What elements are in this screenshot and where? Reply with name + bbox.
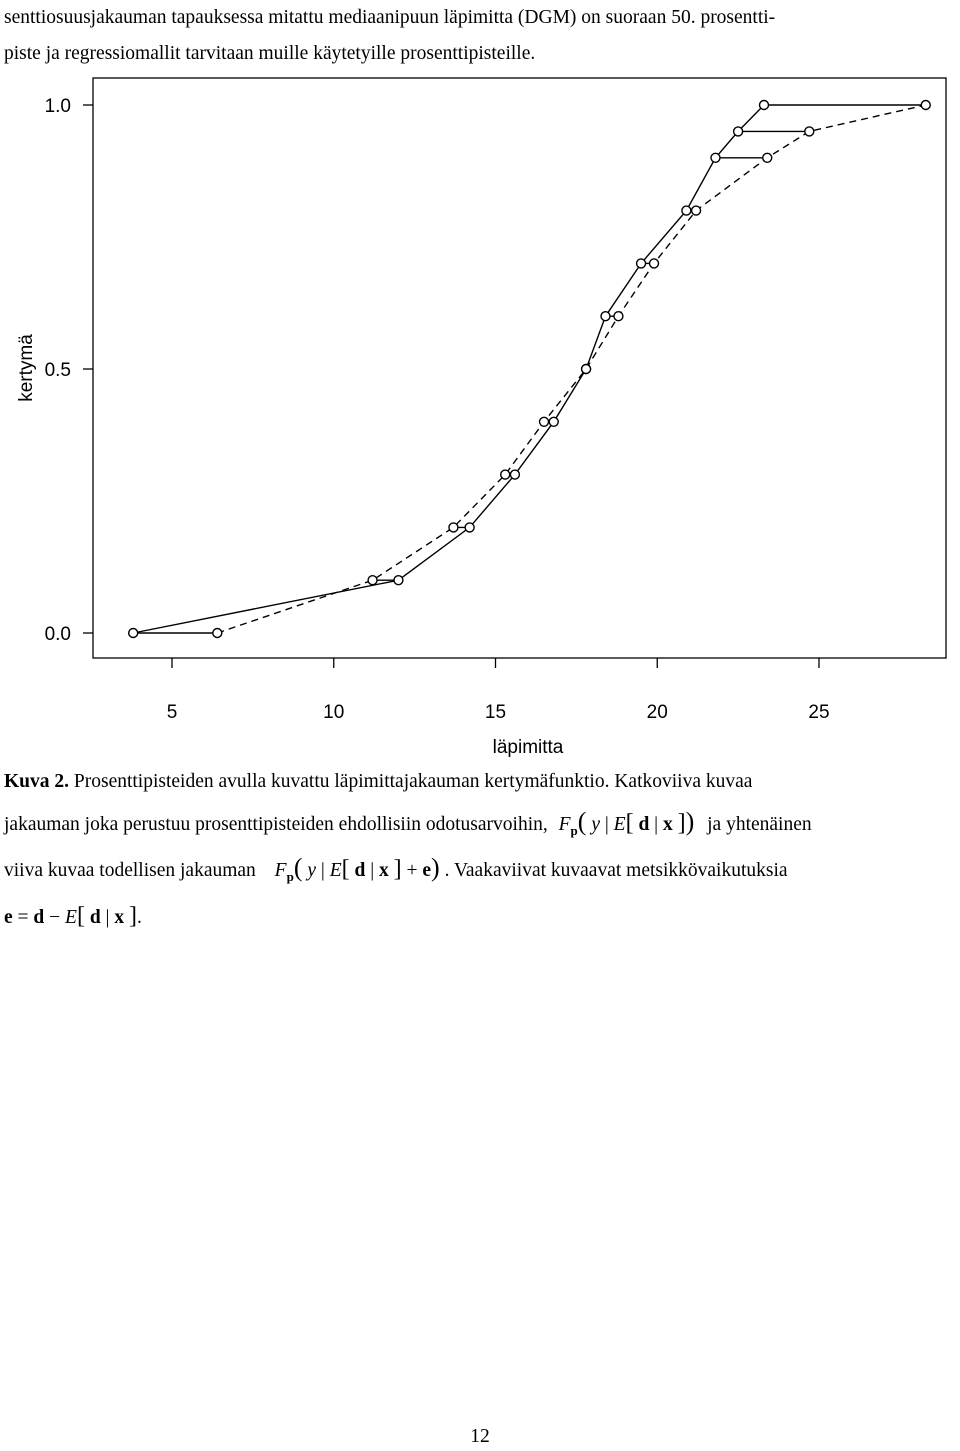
solid-series-point <box>549 417 558 426</box>
dashed-series-point <box>540 417 549 426</box>
cumulative-distribution-figure <box>0 70 960 760</box>
dashed-series-point <box>650 259 659 268</box>
dashed-series-point <box>582 365 591 374</box>
dashed-series-point <box>921 101 930 110</box>
solid-series-point <box>510 470 519 479</box>
formula-stand-effect: e = d − E[ d | x ]. <box>4 903 142 929</box>
solid-series-point <box>734 127 743 136</box>
dashed-series-point <box>449 523 458 532</box>
dashed-series-point <box>213 629 222 638</box>
dashed-series-point <box>805 127 814 136</box>
x-tick-label: 10 <box>323 702 345 723</box>
horizontal-segments <box>133 105 926 633</box>
solid-series-point <box>760 101 769 110</box>
data-points <box>129 101 931 638</box>
dashed-series-point <box>614 312 623 321</box>
caption-text-3b: . Vaakaviivat kuvaavat metsikkövaikutuksia <box>444 860 788 881</box>
x-tick-label: 5 <box>166 702 178 723</box>
solid-series-point <box>394 576 403 585</box>
page-number: 12 <box>470 1426 490 1447</box>
x-tick-label: 15 <box>484 702 507 723</box>
caption-line-4 <box>4 896 142 938</box>
y-tick-label: 0.0 <box>44 624 71 645</box>
caption-text-2b: ja yhtenäinen <box>707 814 812 835</box>
caption-text-2a: jakauman joka perustuu prosenttipisteiden ehdollisiin odotusarvoihin, <box>4 814 548 835</box>
caption-line-3 <box>4 848 788 897</box>
solid-series-point <box>129 629 138 638</box>
solid-series-point <box>465 523 474 532</box>
solid-series-point <box>711 153 720 162</box>
solid-series-point <box>601 312 610 321</box>
dashed-series-point <box>501 470 510 479</box>
dashed-series-point <box>368 576 377 585</box>
plot-frame <box>93 78 946 658</box>
intro-line-1: senttiosuusjakauman tapauksessa mitattu mediaanipuun läpimitta (DGM) on suoraan 50. prosentti- <box>4 7 776 28</box>
caption-label: Kuva 2. <box>4 771 70 792</box>
x-tick-label: 20 <box>646 702 668 723</box>
solid-series-point <box>682 206 691 215</box>
y-tick-label: 1.0 <box>44 96 71 117</box>
dashed-series-point <box>763 153 772 162</box>
caption-text-1: Prosenttipisteiden avulla kuvattu läpimittajakauman kertymäfunktio. Katkoviiva kuvaa <box>73 771 753 792</box>
dashed-series-point <box>692 206 701 215</box>
caption-line-1 <box>4 762 752 802</box>
intro-line-2: piste ja regressiomallit tarvitaan muille käytetyille prosenttipisteille. <box>4 43 536 64</box>
y-axis <box>45 96 93 645</box>
y-axis-label: kertymä <box>16 334 37 402</box>
y-tick-label: 0.5 <box>44 360 71 381</box>
intro-paragraph <box>4 0 956 72</box>
x-tick-label: 25 <box>808 702 830 723</box>
formula-conditional-expectation: $F_p$( y | E[ d | x ]) <box>558 807 695 838</box>
caption-text-3a: viiva kuvaa todellisen jakauman <box>4 860 256 881</box>
solid-series-line <box>133 105 764 633</box>
x-axis <box>167 658 830 723</box>
solid-series-point <box>637 259 646 268</box>
formula-true-distribution: $F_p$( y | E[ d | x ] + e) <box>274 853 440 884</box>
dashed-series-line <box>217 105 926 633</box>
caption-line-2 <box>4 802 812 851</box>
x-axis-label: läpimitta <box>492 737 564 758</box>
